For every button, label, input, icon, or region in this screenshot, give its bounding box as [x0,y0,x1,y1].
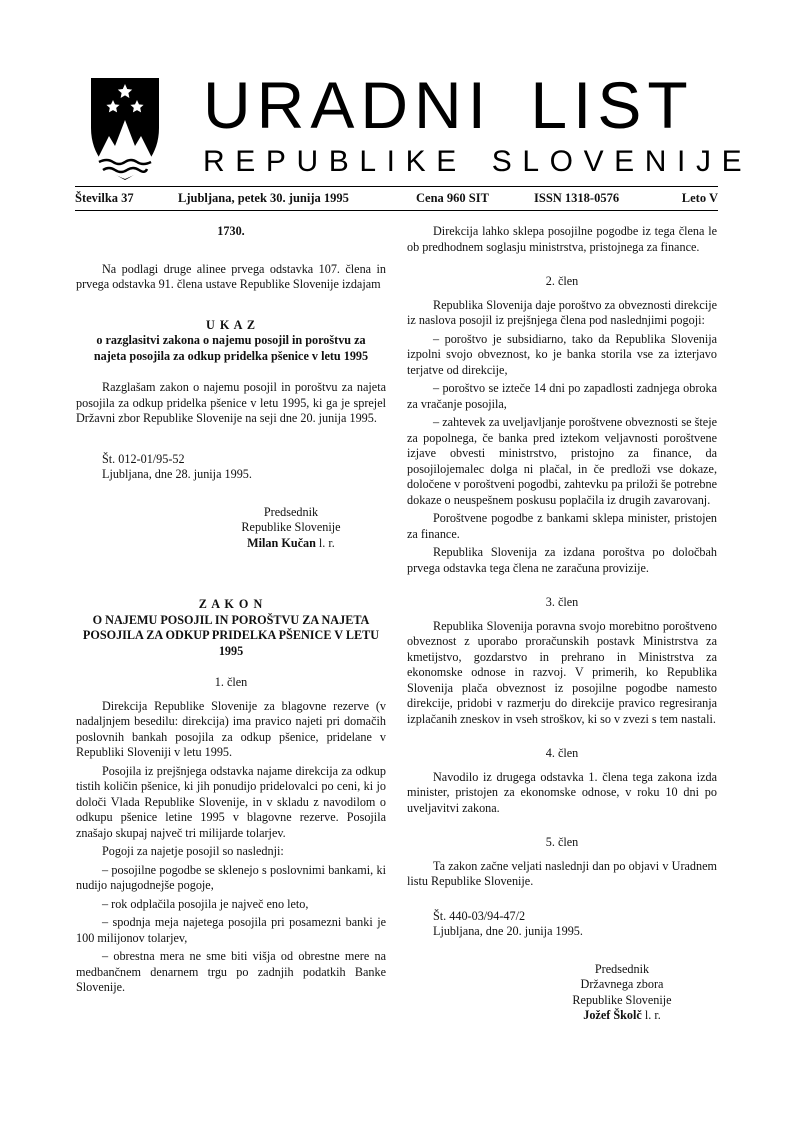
zakon-ref-number: Št. 440-03/94-47/2 [433,908,526,923]
signature-name: Jožef Školč [583,1008,642,1022]
list-item: – obrestna mera ne sme biti višja od obrestne mere na medbančnem denarnem trgu po zadnjih podatkih Banke Slovenije. [76,949,386,994]
signature-name-line [527,1008,717,1024]
signature-suffix: l. r. [315,535,335,550]
clen-3-heading: 3. člen [545,595,579,609]
zakon-ref-date: Ljubljana, dne 20. junija 1995. [433,924,583,938]
right-column [407,224,717,1024]
clen-5-paragraph: Ta zakon začne veljati naslednji dan po objavi v Uradnem listu Republike Slovenije. [407,858,717,888]
clen-2-heading: 2. člen [545,274,579,288]
ukaz-signature [76,505,386,552]
clen-4-paragraph: Navodilo iz drugega odstavka 1. člena tega zakona izda minister, pristojen za ekonomske odnose, v roku 10 dni po uveljavitvi zakona. [407,769,717,815]
signature-name-line [196,536,386,552]
ukaz-text: Razglašam zakon o najemu posojil in poroštvu za najeta posojila za odkup pridelka pšenice v letu 1995, ki ga je sprejel Državni zbor Republike Slovenije na seji dne 20. junija 1995. [76,380,386,425]
clen-3-paragraph: Republika Slovenija poravna svojo morebitno poroštveno obveznost z uporabo proračunskih postavk Ministrstva za kmetijstvo, gozdarstvo in prehrano in Ministrstva za ekonomske odnose in razvoj. V primerih, ko Republika Slovenija plača obveznost iz posojilne pogodbe namesto direkcije, pridobi v razmerju do direkcije pravico regresiranja izplačanih zneskov in vseh stroškov, ki so v zvezi s tem nastali. [407,618,717,726]
signature-org: Republike Slovenije [241,520,341,534]
issue-place-date: Ljubljana, petek 30. junija 1995 [178,191,349,205]
masthead-subtitle: REPUBLIKE SLOVENIJE [203,145,753,178]
preamble: Na podlagi druge alinee prvega odstavka 107. člena in prvega odstavka 91. člena ustave Republike Slovenije izdajam [76,261,386,291]
clen-5-heading: 5. člen [545,835,579,849]
signature-body: Državnega zbora [580,977,664,991]
issue-issn: ISSN 1318-0576 [534,191,620,205]
list-item: – posojilne pogodbe se sklenejo s poslovnimi bankami, ki nudijo najugodnejše pogoje, [76,862,386,892]
issue-price: Cena 960 SIT [416,191,489,205]
clen-2-paragraph-1: Republika Slovenija daje poroštvo za obveznosti direkcije iz naslova posojil iz prejšnjega člena pod naslednjimi pogoji: [407,297,717,327]
clen-1-heading: 1. člen [214,675,248,689]
issue-year: Leto V [681,191,718,205]
signature-org: Republike Slovenije [572,992,672,1007]
clen-1-paragraph-4: Direkcija lahko sklepa posojilne pogodbe iz tega člena le ob predhodnem soglasju ministrstva, pristojnega za finance. [407,224,717,254]
ukaz-subtitle: o razglasitvi zakona o najemu posojil in poroštvu za najeta posojila za odkup pridelka pšenice v letu 1995 [93,333,369,363]
coat-of-arms-logo [89,76,161,182]
act-number: 1730. [217,224,245,238]
signature-role: Predsednik [263,504,319,519]
ukaz-ref-number: Št. 012-01/95-52 [102,451,185,466]
left-column [76,224,386,999]
clen-1-paragraph-1: Direkcija Republike Slovenije za blagovne rezerve (v nadaljnjem besedilu: direkcija) ima pravico najeti pri domačih poslovnih bankah posojila za odkup pšenice, pridelane v Republiki Sloveniji v letu 1995. [76,698,386,759]
list-item: – poroštvo je subsidiarno, tako da Republika Slovenija izpolni svojo obveznost, ko je banka storila vse za izterjavo terjatve od direkcije, [407,331,717,377]
list-item: – zahtevek za uveljavljanje poroštvene obveznosti se šteje za popolnega, če banka pred iztekom veljavnosti poroštvene izjave obvesti ministrstvo, pristojno za finance, da posojilojemalec dolga ni plačal, in če predloži vse dokaze, določene v poroštveni pogodbi, zahtevku pa priloži še potrebne dokaze o neuspešnem poskusu poplačila iz drugih zavarovanj. [407,415,717,507]
signature-suffix: l. r. [641,1008,661,1022]
zakon-subtitle: O NAJEMU POSOJIL IN POROŠTVU ZA NAJETA POSOJILA ZA ODKUP PRIDELKA PŠENICE V LETU 1995 [82,612,380,658]
header-rule-top [75,186,718,187]
ukaz-title: U K A Z [205,317,256,332]
list-item: – rok odplačila posojila je največ eno leto, [102,896,309,911]
clen-2-paragraph-2: Poroštvene pogodbe z bankami sklepa minister, pristojen za finance. [407,511,717,541]
clen-4-heading: 4. člen [545,746,579,760]
signature-name: Milan Kučan [247,535,316,550]
zakon-signature [407,962,717,1024]
list-item: – spodnja meja najetega posojila pri posamezni banki je 100 milijonov tolarjev, [76,915,386,945]
masthead-title: URADNI LIST [203,68,694,142]
list-item: – poroštvo se izteče 14 dni po zapadlosti zadnjega obroka za vračanje posojila, [407,381,717,411]
issue-info-bar [75,191,718,208]
clen-2-paragraph-3: Republika Slovenija za izdana poroštva po določbah prvega odstavka tega člena ne zaračuna provizije. [407,545,717,575]
clen-1-paragraph-2: Posojila iz prejšnjega odstavka najame direkcija za odkup tistih količin pšenice, ki jih ponudijo pridelovalci po ceni, ki jo določi Vlada Republike Slovenije, in v skladu z navodilom o odkupu pšenice letine 1995 v blagovne rezerve. Posojila znašajo skupaj največ tri milijarde tolarjev. [76,763,386,840]
zakon-title: Z A K O N [198,597,264,611]
issue-number: Številka 37 [75,191,134,205]
signature-role: Predsednik [594,961,650,976]
clen-1-paragraph-3: Pogoji za najetje posojil so naslednji: [102,844,284,858]
header-rule-bottom [75,210,718,211]
ukaz-ref-date: Ljubljana, dne 28. junija 1995. [102,467,252,481]
